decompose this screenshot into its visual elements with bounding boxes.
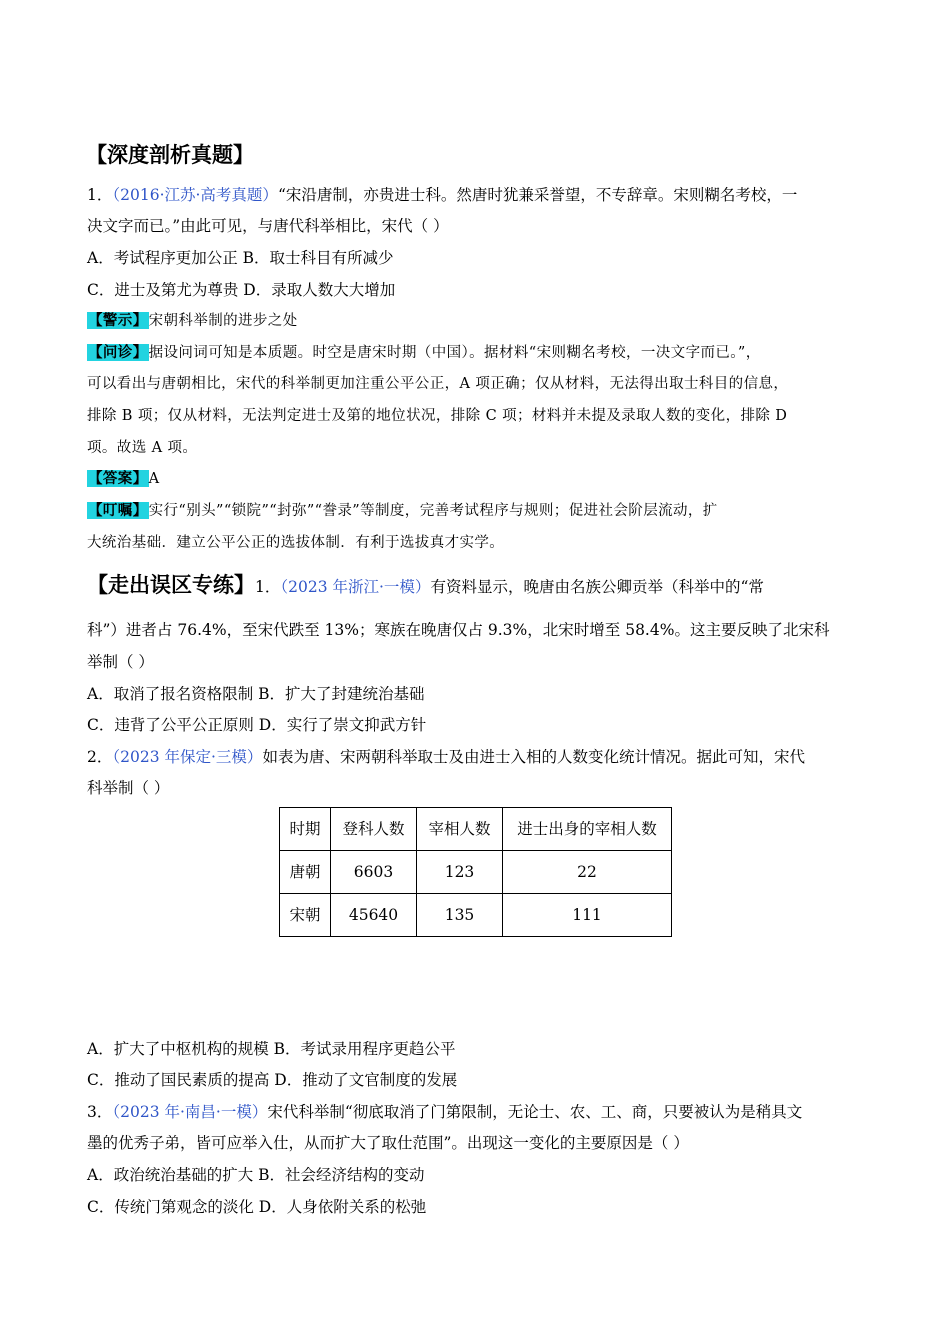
section-heading-practice: 【走出误区专练】 [87, 573, 255, 597]
table-cell: 45640 [331, 894, 417, 937]
section2-q1-options-ab: A．取消了报名资格限制 B．扩大了封建统治基础 [87, 685, 425, 703]
section2-q2-line-2: 科举制（ ） [87, 779, 170, 797]
section2-q2-options-cd: C．推动了国民素质的提高 D．推动了文官制度的发展 [87, 1071, 458, 1089]
diagnosis-line-4: 项。故选 A 项。 [87, 440, 198, 456]
reminder-line-1 [87, 500, 718, 522]
question-text: “宋沿唐制，亦贵进士科。然唐时犹兼采誉望，不专辞章。宋则糊名考校，一 [277, 186, 798, 204]
question-number: 2． [87, 748, 113, 766]
question-text: 如表为唐、宋两朝科举取士及由进士入相的人数变化统计情况。据此可知，宋代 [262, 748, 805, 766]
table-cell: 135 [417, 894, 503, 937]
question-1-options-cd: C．进士及第尤为尊贵 D．录取人数大大增加 [87, 281, 396, 299]
section2-q3-options-cd: C．传统门第观念的淡化 D．人身依附关系的松弛 [87, 1198, 427, 1216]
section2-q1-options-cd: C．违背了公平公正原则 D．实行了崇文抑武方针 [87, 716, 427, 734]
answer-text: A [148, 471, 160, 487]
warning-line [87, 310, 298, 332]
warning-text: 宋朝科举制的进步之处 [148, 313, 298, 329]
section2-q3-line-1 [87, 1101, 802, 1123]
question-text: 宋代科举制“彻底取消了门第限制，无论士、农、工、商，只要被认为是稍具文 [267, 1103, 803, 1121]
warning-tag: 【警示】 [88, 312, 148, 329]
table-cell: 111 [503, 894, 672, 937]
table-header-row [280, 808, 672, 851]
diagnosis-line-2: 可以看出与唐朝相比，宋代的科举制更加注重公平公正，A 项正确；仅从材料，无法得出取士科目的信息， [87, 376, 789, 392]
diagnosis-line-3: 排除 B 项；仅从材料，无法判定进士及第的地位状况，排除 C 项；材料并未提及录取人数的变化，排除 D [87, 408, 788, 424]
table-cell: 宋朝 [280, 894, 331, 937]
diagnosis-line-1 [87, 342, 761, 364]
section2-q1-line-3: 举制（ ） [87, 653, 154, 671]
table-header-cell: 宰相人数 [417, 808, 503, 851]
section-heading-analysis: 【深度剖析真题】 [86, 143, 254, 167]
section2-q3-line-2: 墨的优秀子弟，皆可应举入仕，从而扩大了取仕范围”。出现这一变化的主要原因是（ ） [87, 1134, 689, 1152]
diagnosis-tag: 【问诊】 [88, 344, 148, 361]
question-source: （2023 年浙江·一模） [280, 578, 431, 596]
question-1-options-ab: A．考试程序更加公正 B．取士科目有所减少 [87, 249, 394, 267]
section2-q1-line-1 [87, 574, 764, 598]
table-cell: 唐朝 [280, 851, 331, 894]
question-source: （2016·江苏·高考真题） [112, 186, 278, 204]
question-source: （2023 年保定·三模） [112, 748, 263, 766]
table-header-cell: 时期 [280, 808, 331, 851]
table-header-cell: 进士出身的宰相人数 [503, 808, 672, 851]
question-number: 3． [87, 1103, 113, 1121]
answer-tag: 【答案】 [88, 470, 148, 487]
diagnosis-text: 据设问词可知是本质题。时空是唐宋时期（中国）。据材料“宋则糊名考校，一决文字而已。”， [148, 345, 761, 361]
question-text: 有资料显示，晚唐由名族公卿贡举（科举中的“常 [430, 578, 764, 596]
table-row [280, 851, 672, 894]
question-source: （2023 年·南昌·一模） [112, 1103, 268, 1121]
question-1-line-2: 决文字而已。”由此可见，与唐代科举相比，宋代（ ） [87, 217, 449, 235]
question-number: 1． [255, 578, 281, 596]
table-cell: 123 [417, 851, 503, 894]
table-cell: 6603 [331, 851, 417, 894]
reminder-line-2: 大统治基础．建立公平公正的选拔体制．有利于选拔真才实学。 [87, 535, 505, 551]
section2-q2-options-ab: A．扩大了中枢机构的规模 B．考试录用程序更趋公平 [87, 1040, 456, 1058]
table-row [280, 894, 672, 937]
question-number: 1． [87, 186, 113, 204]
question-1-line-1 [87, 184, 797, 206]
answer-line [87, 468, 159, 490]
section2-q1-line-2: 科”）进者占 76.4%，至宋代跌至 13%；寒族在晚唐仅占 9.3%，北宋时增至 58.4%。这主要反映了北宋科 [87, 621, 830, 639]
statistics-table [279, 807, 672, 937]
section2-q3-options-ab: A．政治统治基础的扩大 B．社会经济结构的变动 [87, 1166, 425, 1184]
table-header-cell: 登科人数 [331, 808, 417, 851]
reminder-tag: 【叮嘱】 [88, 502, 148, 519]
table-cell: 22 [503, 851, 672, 894]
section2-q2-line-1 [87, 746, 805, 768]
reminder-text: 实行“别头”“锁院”“封弥”“誊录”等制度，完善考试程序与规则；促进社会阶层流动，扩 [148, 503, 718, 519]
